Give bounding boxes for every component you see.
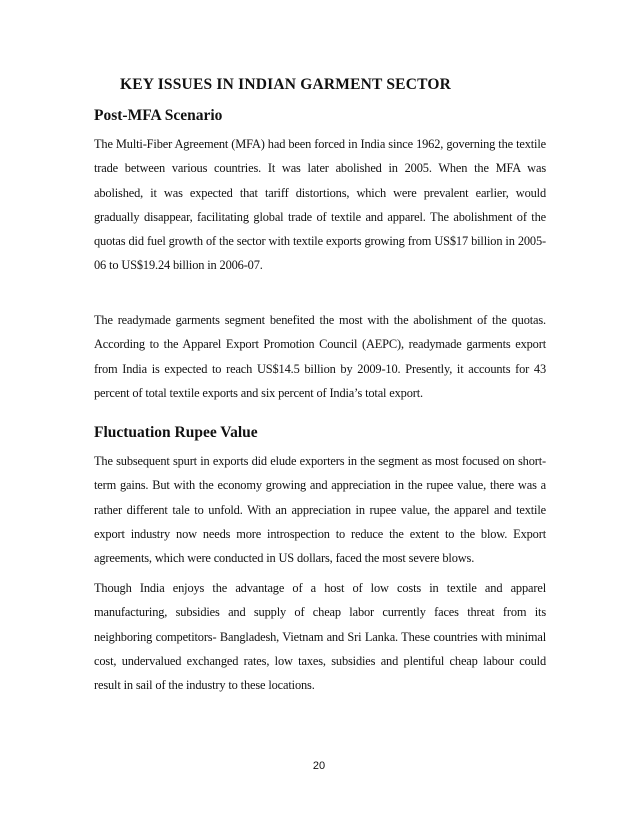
paragraph-readymade-garments: The readymade garments segment benefited the most with the abolishment of the quotas. According to the Apparel Export Promotion Council (AEPC), readymade garments export from India is expected to reach US$14.5 billion by 2009-10. Presently, it accounts for 43 percent of total textile exports and six percent of India’s total export. xyxy=(94,313,546,400)
section-heading-post-mfa: Post-MFA Scenario xyxy=(94,107,223,124)
paragraph-competitor-threat: Though India enjoys the advantage of a host of low costs in textile and apparel manufacturing, subsidies and supply of cheap labor currently faces threat from its neighboring competitors- Bangladesh, Vietnam and Sri Lanka. These countries with minimal cost, undervalued exchanged rates, low taxes, subsidies and plentiful cheap labour could result in sail of the industry to these locations. xyxy=(94,581,546,693)
page-number: 20 xyxy=(312,760,326,772)
paragraph-mfa-history: The Multi-Fiber Agreement (MFA) had been forced in India since 1962, governing the textile trade between various countries. It was later abolished in 2005. When the MFA was abolished, it was expected that tariff distortions, which were prevalent earlier, would gradually disappear, facilitating global trade of textile and apparel. The abolishment of the quotas did fuel growth of the sector with textile exports growing from US$17 billion in 2005-06 to US$19.24 billion in 2006-07. xyxy=(94,137,546,273)
page-title: KEY ISSUES IN INDIAN GARMENT SECTOR xyxy=(120,76,452,93)
section-heading-rupee-value: Fluctuation Rupee Value xyxy=(94,424,258,441)
paragraph-export-spurt: The subsequent spurt in exports did elude exporters in the segment as most focused on short-term gains. But with the economy growing and appreciation in the rupee value, there was a rather different tale to unfold. With an appreciation in rupee value, the apparel and textile export industry now needs more introspection to reduce the extent to the blow. Export agreements, which were conducted in US dollars, faced the most severe blows. xyxy=(94,454,546,566)
